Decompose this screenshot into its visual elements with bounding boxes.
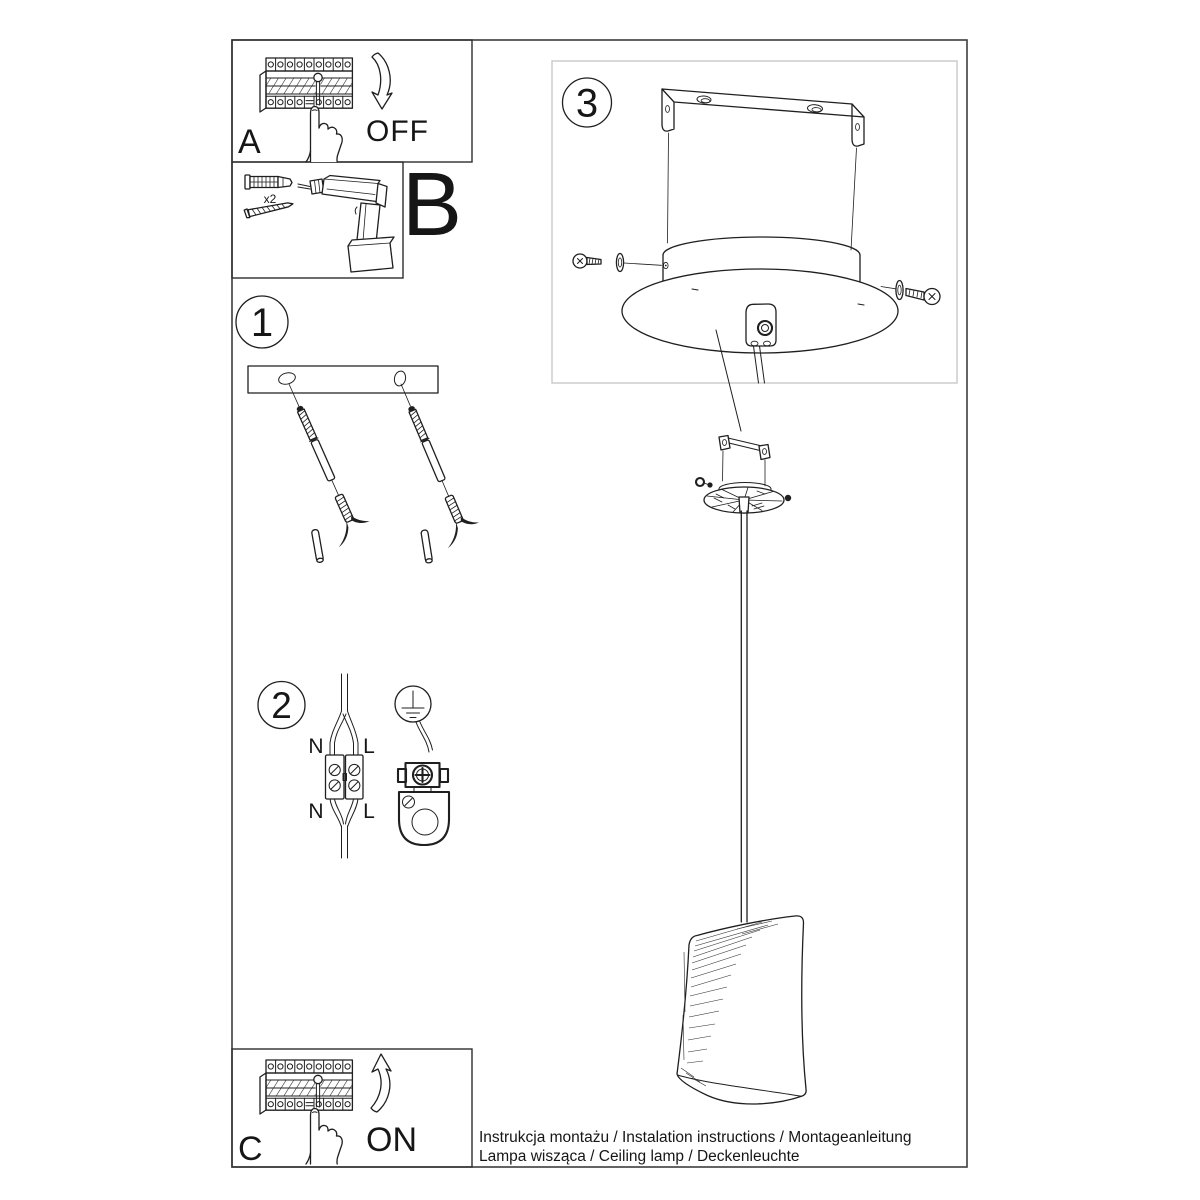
footer-line-2: Lampa wisząca / Ceiling lamp / Deckenleuchte: [479, 1148, 800, 1165]
ground-clamp-icon: [398, 722, 449, 845]
panel-b: [244, 155, 462, 272]
panel-b-label: B: [402, 155, 463, 255]
panel-c-action: ON: [366, 1121, 417, 1159]
panel-a-action: OFF: [366, 115, 429, 148]
strap-bracket-icon: [719, 436, 770, 460]
wire-label-l-bottom: L: [363, 800, 375, 823]
washer-right-icon: [896, 281, 903, 300]
panel-c-label: C: [238, 1130, 263, 1168]
plug-quantity: x2: [263, 192, 277, 206]
step-2: [258, 674, 449, 858]
wire-label-n-top: N: [308, 735, 324, 758]
panel-c: [238, 1054, 417, 1168]
curved-arrow-up-icon: [371, 1054, 391, 1112]
footer-line-1: Instrukcja montażu / Instalation instructions / Montageanleitung: [479, 1129, 912, 1146]
power-drill-icon: [298, 176, 394, 273]
panel-a: [238, 53, 429, 162]
curved-arrow-down-icon: [372, 53, 392, 109]
wall-plug-icon: [245, 175, 292, 189]
earth-ground-symbol-icon: [395, 686, 431, 722]
washer-left-icon: [616, 254, 623, 272]
suspension-detail: [696, 436, 791, 923]
step-3-number: 3: [575, 81, 599, 126]
step-1-number: 1: [250, 301, 274, 345]
lamp-shade-icon: [677, 916, 806, 1104]
cord-grip-icon: [746, 304, 776, 346]
mini-canopy-icon: [696, 478, 791, 513]
step-1: [236, 296, 487, 565]
mini-screw-left-icon: [696, 478, 704, 486]
step-2-number: 2: [271, 685, 292, 726]
panel-a-label: A: [238, 123, 261, 161]
mini-screw-right-icon: [785, 495, 791, 501]
footer: [479, 1129, 912, 1165]
wire-label-n-bottom: N: [308, 800, 324, 823]
wall-bracket-icon: [248, 366, 438, 393]
wire-label-l-top: L: [363, 735, 375, 758]
terminal-block-icon: [326, 674, 364, 858]
